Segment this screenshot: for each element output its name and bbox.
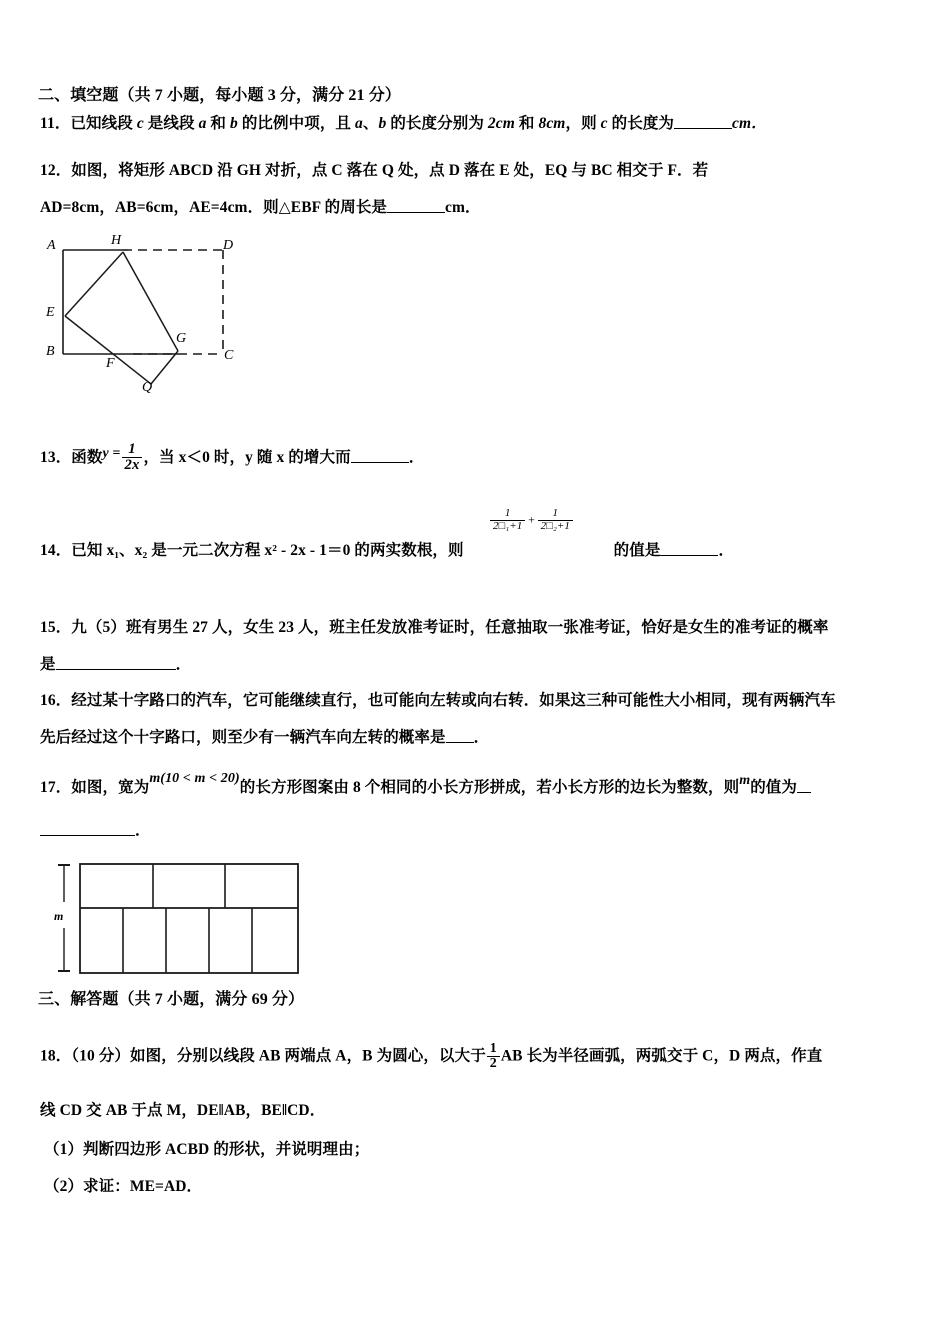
question-17-line-2 [40,823,151,839]
q11-part-7: 和 [514,115,539,132]
question-14 [40,543,734,559]
figure-q12-svg [38,232,268,402]
segment-GH [123,252,178,351]
q17-suffix: 的值为 [750,779,797,796]
segment-EQ [65,316,151,384]
q14-operator: + [527,512,536,527]
question-16-line-2 [40,730,489,746]
q18-line1-part-a: 18．（10 分）如图，分别以线段 AB 两端点 A，B 为圆心，以大于 [40,1047,486,1065]
q16-answer-blank[interactable] [446,742,474,743]
q14-period: ． [718,542,735,559]
q17-answer-blank-a[interactable] [797,792,811,793]
q11-var-b: b [230,115,238,132]
question-16-line-1: 16．经过某十字路口的汽车，它可能继续直行，也可能向左转或向右转．如果这三种可能性大小相同，现有两辆汽车 [40,692,836,709]
q17-period: ． [135,822,151,839]
q11-part-4: 的比例中项，且 [237,115,356,132]
q17-condition: m(10 < m < 20) [149,771,240,786]
q13-formula: y = $\frac{1}{2x}$ [103,444,144,475]
q13-period: ． [408,448,425,466]
q11-part-9: 的长度为 [607,115,675,132]
q16-line2-text: 先后经过这个十字路口，则至少有一辆汽车向左转的概率是 [40,729,446,746]
figure-q17-dimension-label: m [54,909,64,923]
figure-q12-label-Q: Q [142,380,153,395]
q11-answer-blank[interactable] [674,128,732,129]
q11-unit: cm． [732,115,767,132]
q13-prefix: 13．函数 [40,448,103,466]
question-17-line-1 [40,771,811,796]
question-18-sub-2: （2）求证：ME=AD． [44,1178,203,1195]
q13-answer-blank[interactable] [351,462,409,463]
question-12-line-2 [40,200,481,216]
question-15-line-2 [40,657,191,673]
question-18-line-2: 线 CD 交 AB 于点 M，DE‖AB，BE‖CD． [40,1102,326,1119]
figure-q12-label-F: F [106,356,115,371]
q11-value-2: 8cm [538,115,566,132]
q11-part-5: 、 [362,115,379,132]
q11-part-3: 和 [206,115,230,132]
q14-suffix: 的值是 [613,542,661,559]
q11-var-c: c [136,115,144,132]
q16-period: ． [473,729,490,746]
q18-line1-part-b: AB 长为半径画弧，两弧交于 C，D 两点，作直 [500,1047,823,1065]
figure-question-12 [38,232,268,402]
q17-var-m: m [739,773,751,788]
q11-part-2: 是线段 [143,115,199,132]
q13-suffix: ，当 x＜0 时，y 随 x 的增大而 [143,448,351,466]
figure-q12-label-A: A [47,238,56,253]
q15-answer-blank[interactable] [56,669,176,670]
figure-q12-label-C: C [224,348,234,363]
section-heading-solve-problems: 三、解答题（共 7 小题，满分 69 分） [38,991,305,1008]
question-18-line-1 [40,1042,822,1071]
q11-part-6: 的长度分别为 [386,115,488,132]
q18-fraction-one-half: $\frac{1}{2}$ [487,1042,500,1071]
q11-var-a: a [198,115,207,132]
q14-answer-blank[interactable] [660,555,718,556]
question-11 [40,116,767,132]
q15-period: ． [175,656,192,673]
q12-unit: cm． [445,199,481,216]
question-12-line-1: 12．如图，将矩形 ABCD 沿 GH 对折，点 C 落在 Q 处，点 D 落在 E 处，EQ 与 BC 相交于 F．若 [40,162,709,179]
section-heading-fill-in-blanks: 二、填空题（共 7 小题，每小题 3 分，满分 21 分） [38,87,401,104]
q17-middle: 的长方形图案由 8 个相同的小长方形拼成，若小长方形的边长为整数，则 [239,779,740,796]
segment-HE [65,252,123,316]
q11-var-b2: b [378,115,387,132]
q17-prefix: 17．如图，宽为 [40,779,150,796]
q14-prefix: 14．已知 x₁、x₂ 是一元二次方程 x² - 2x - 1＝0 的两实数根，则 [40,542,464,559]
q11-part-8: ，则 [565,115,601,132]
q11-part-1: 11．已知线段 [40,115,137,132]
q11-value-1: 2cm [487,115,515,132]
figure-q12-label-B: B [46,344,55,359]
figure-q12-label-E: E [46,305,55,320]
q14-term-2: $\frac{1}{\text{2□₂+1}}$ [538,508,573,532]
figure-question-17 [48,858,318,980]
q15-line2-text: 是 [40,656,56,673]
q12-answer-blank[interactable] [387,212,445,213]
question-18-sub-1: （1）判断四边形 ACBD 的形状，并说明理由； [44,1141,370,1158]
q11-var-a2: a [355,115,363,132]
question-13 [40,441,425,475]
figure-q17-svg [48,858,318,980]
figure-q12-label-H: H [111,233,122,248]
q14-term-1: $\frac{1}{\text{2□₁+1}}$ [490,508,525,532]
outer-rectangle [80,864,298,973]
q13-fraction: $\frac{1}{2x}$ [122,442,143,473]
question-15-line-1: 15．九（5）班有男生 27 人，女生 23 人，班主任发放准考证时，任意抽取一张准考证，恰好是女生的准考证的概率 [40,619,829,636]
question-14-expression [488,508,575,532]
segment-QG [151,351,178,384]
figure-q12-label-D: D [223,238,234,253]
q17-answer-blank-b[interactable] [40,835,135,836]
q12-line2-text: AD=8cm，AB=6cm，AE=4cm．则△EBF 的周长是 [40,199,388,216]
figure-q12-label-G: G [176,331,187,346]
q11-var-c2: c [600,115,608,132]
